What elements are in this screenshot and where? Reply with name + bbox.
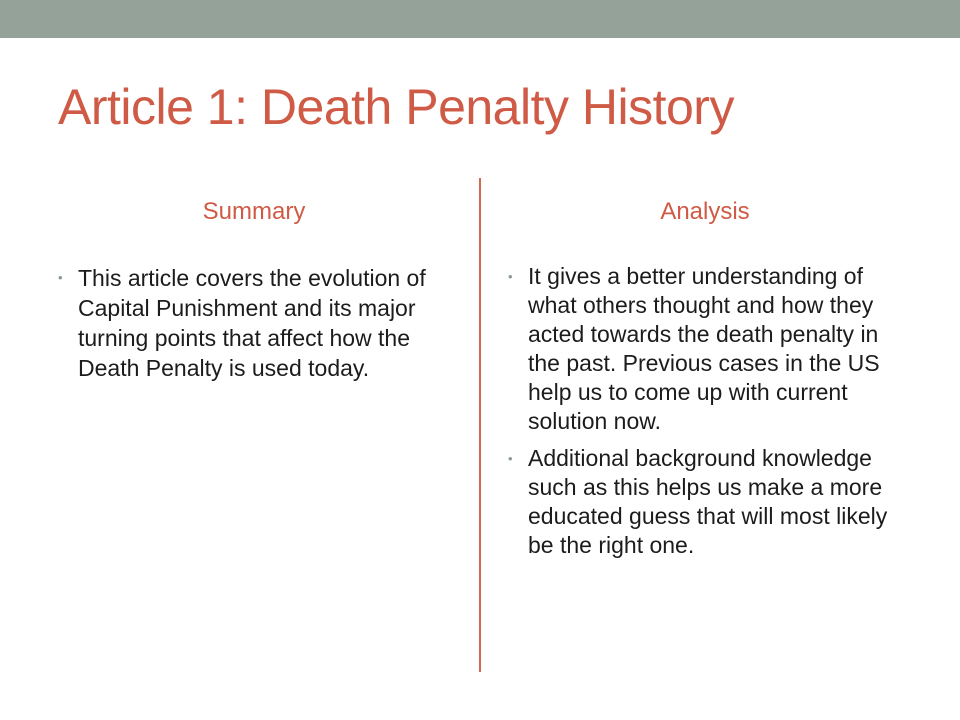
summary-heading: Summary — [202, 198, 306, 225]
bullet-dot-icon: • — [508, 451, 513, 466]
analysis-bullet — [508, 262, 908, 436]
analysis-bullet-list — [508, 262, 908, 568]
bullet-dot-icon: • — [508, 269, 513, 284]
analysis-heading: Analysis — [660, 198, 750, 225]
analysis-bullet — [508, 444, 908, 560]
summary-bullet-list — [58, 263, 458, 391]
summary-bullet-text: This article covers the evolution of Capital Punishment and its major turning points that affect how the Death Penalty is used today. — [78, 265, 426, 381]
summary-bullet — [58, 263, 458, 383]
analysis-bullet-text: It gives a better understanding of what others thought and how they acted towards the death penalty in the past. Previous cases in the US help us to come up with current solution now. — [528, 263, 880, 434]
top-decorative-bar — [0, 0, 960, 38]
slide-title: Article 1: Death Penalty History — [58, 79, 734, 135]
column-divider — [479, 178, 481, 672]
bullet-dot-icon: • — [58, 270, 63, 285]
analysis-bullet-text: Additional background knowledge such as this helps us make a more educated guess that will most likely be the right one. — [528, 445, 888, 558]
